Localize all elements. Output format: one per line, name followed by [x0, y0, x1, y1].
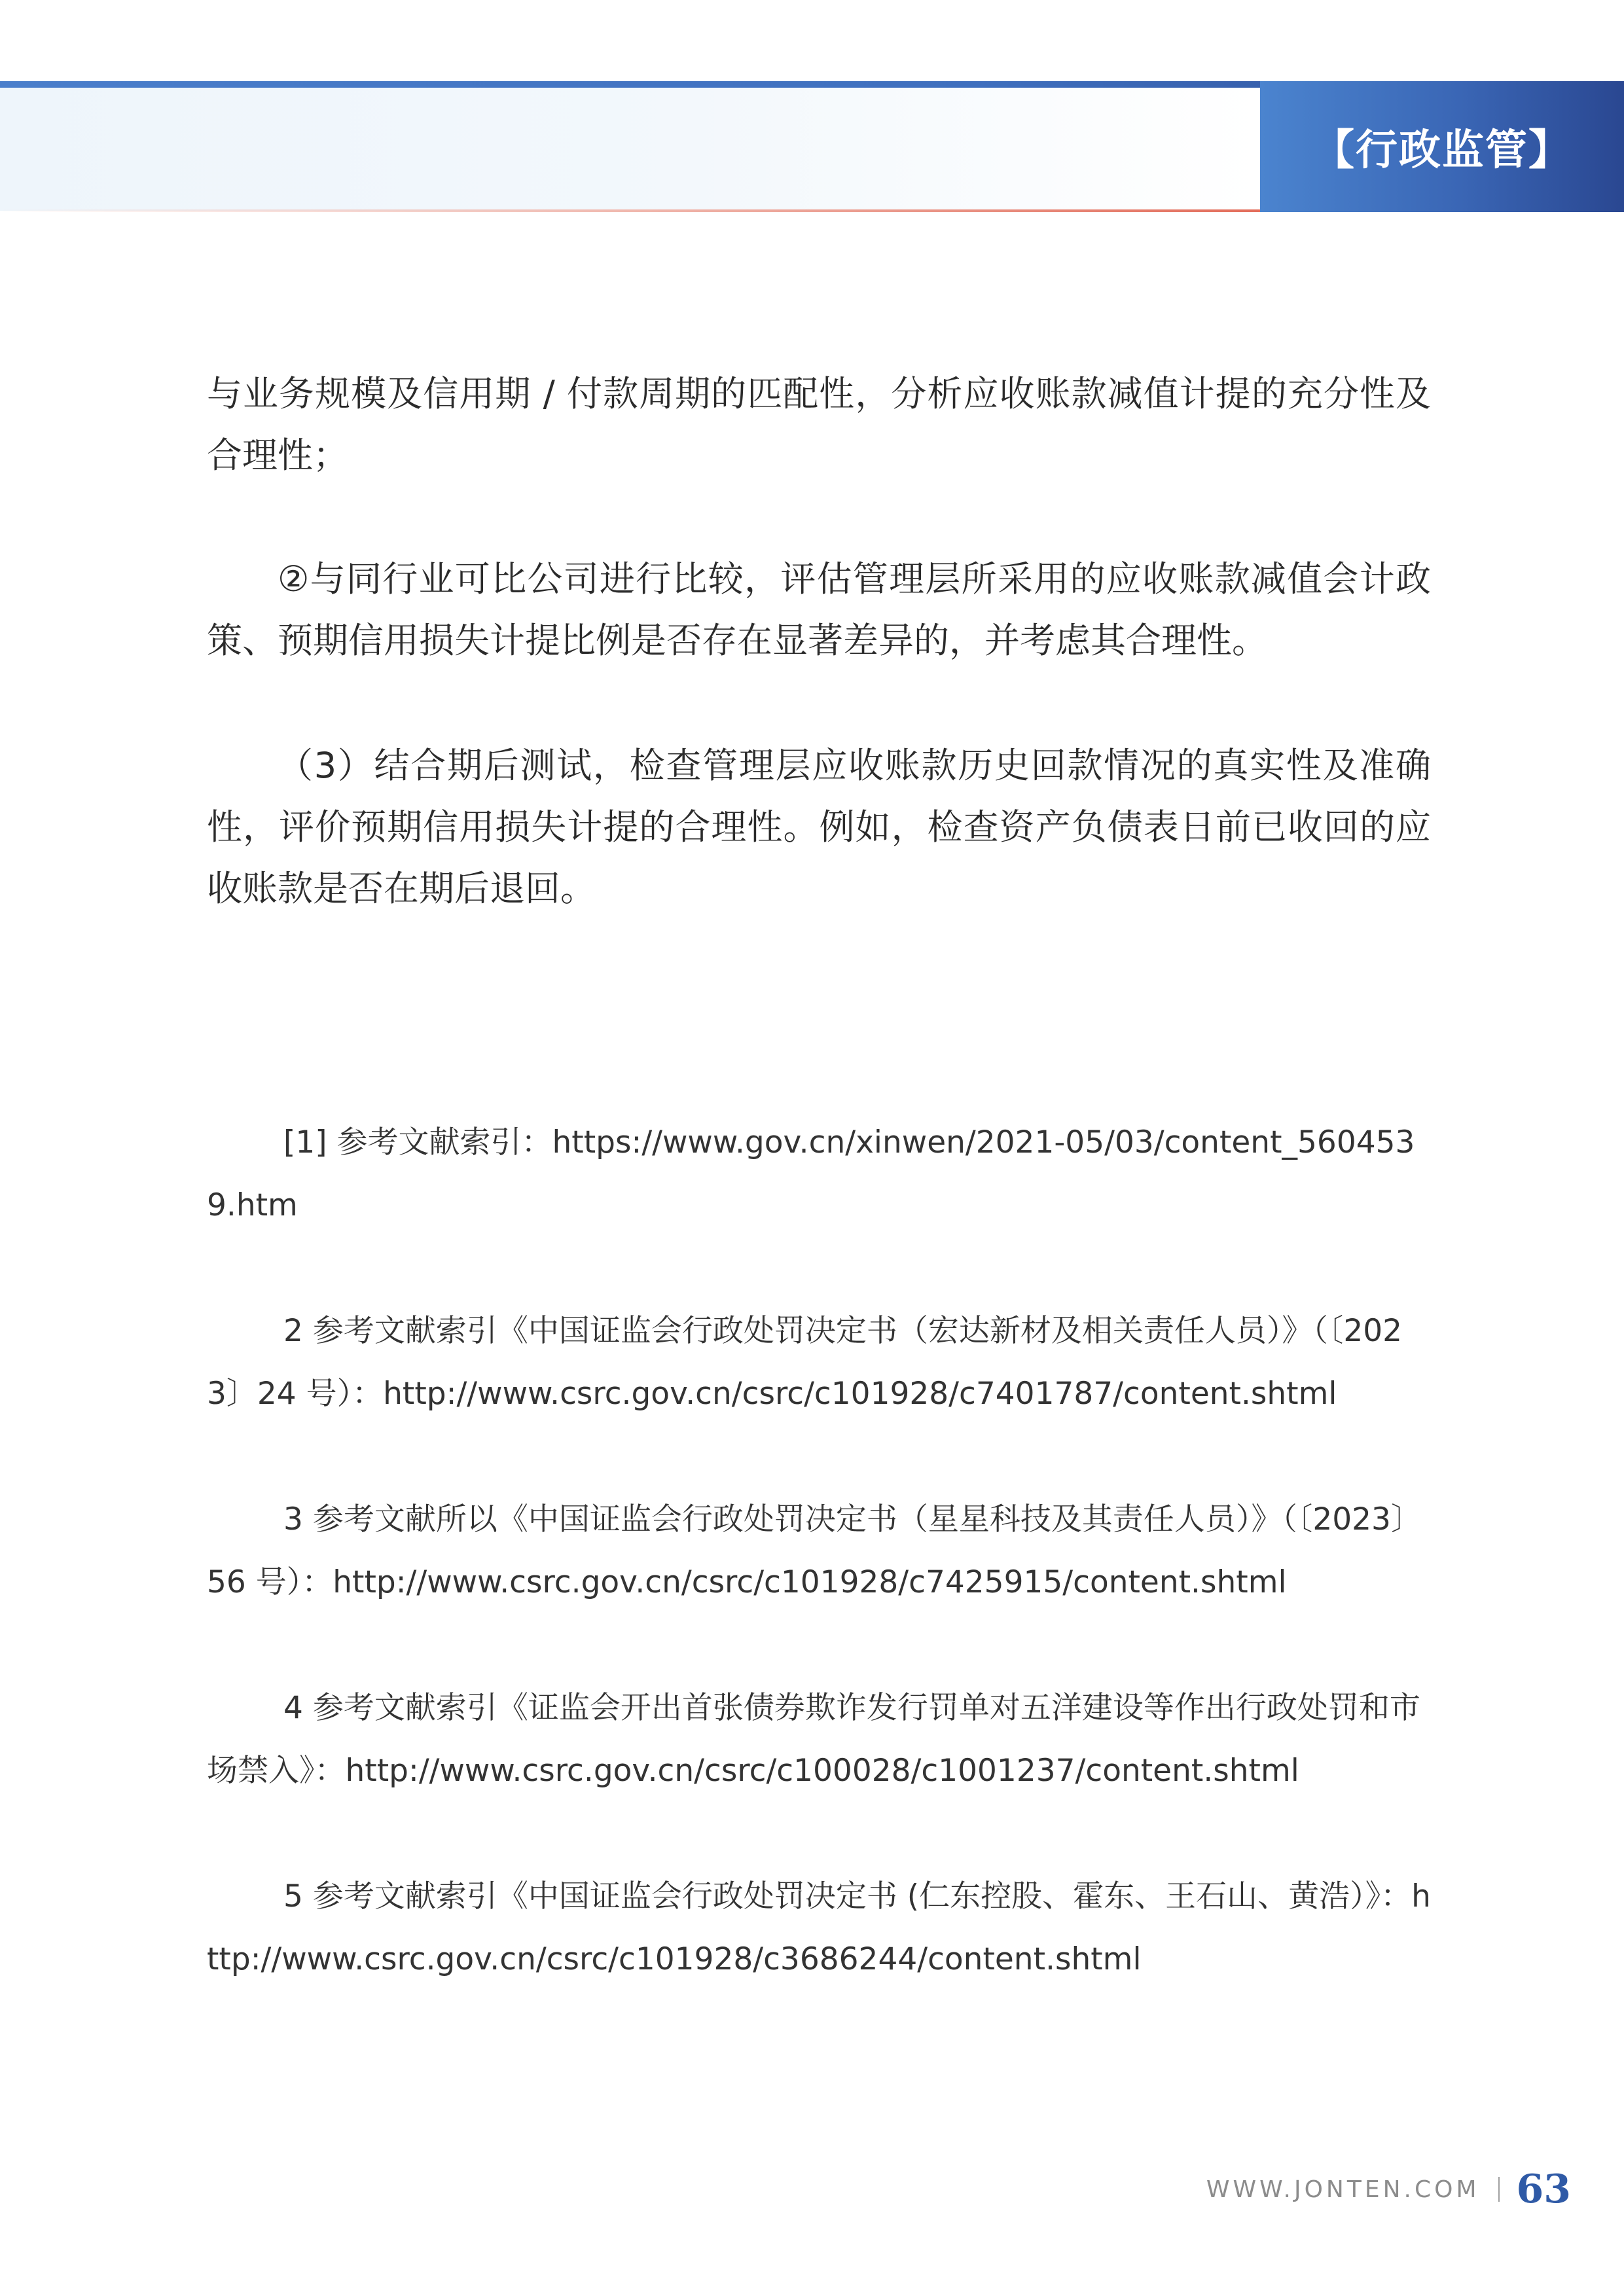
reference-3: 3 参考文献所以《中国证监会行政处罚决定书（星星科技及其责任人员）》（〔2023〕56 号）：http://www.csrc.gov.cn/csrc/c101928/c7425915/content.shtml: [207, 1501, 1422, 1600]
header-band: [0, 88, 1260, 211]
header-accent-line: [0, 209, 1260, 212]
body-paragraph-3: （3）结合期后测试，检查管理层应收账款历史回款情况的真实性及准确性，评价预期信用损失计提的合理性。例如，检查资产负债表日前已收回的应收账款是否在期后退回。: [207, 745, 1431, 909]
body-paragraph-2: ②与同行业可比公司进行比较，评估管理层所采用的应收账款减值会计政策、预期信用损失计提比例是否存在显著差异的，并考虑其合理性。: [207, 558, 1431, 661]
body-paragraph-1: 与业务规模及信用期 / 付款周期的匹配性，分析应收账款减值计提的充分性及合理性；: [207, 373, 1431, 476]
reference-1: [1] 参考文献索引：https://www.gov.cn/xinwen/2021-05/03/content_5604539.htm: [207, 1124, 1415, 1223]
reference-2: 2 参考文献索引《中国证监会行政处罚决定书（宏达新材及相关责任人员）》（〔2023〕24 号）：http://www.csrc.gov.cn/csrc/c101928/c7401787/content.shtml: [207, 1313, 1403, 1412]
page-footer: [1178, 2160, 1571, 2219]
reference-4: 4 参考文献索引《证监会开出首张债券欺诈发行罚单对五洋建设等作出行政处罚和市场禁入》：http://www.csrc.gov.cn/csrc/c100028/c1001237/content.shtml: [207, 1690, 1420, 1789]
section-tab: [1260, 81, 1624, 212]
footer-divider: [1498, 2177, 1500, 2202]
section-title: 【行政监管】: [1312, 126, 1572, 175]
reference-5: 5 参考文献索引《中国证监会行政处罚决定书 (仁东控股、霍东、王石山、黄浩）》：http://www.csrc.gov.cn/csrc/c101928/c3686244/content.shtml: [207, 1878, 1431, 1977]
footer-site-url: WWW.JONTEN.COM: [1206, 2176, 1480, 2203]
page-number: 63: [1516, 2166, 1571, 2212]
